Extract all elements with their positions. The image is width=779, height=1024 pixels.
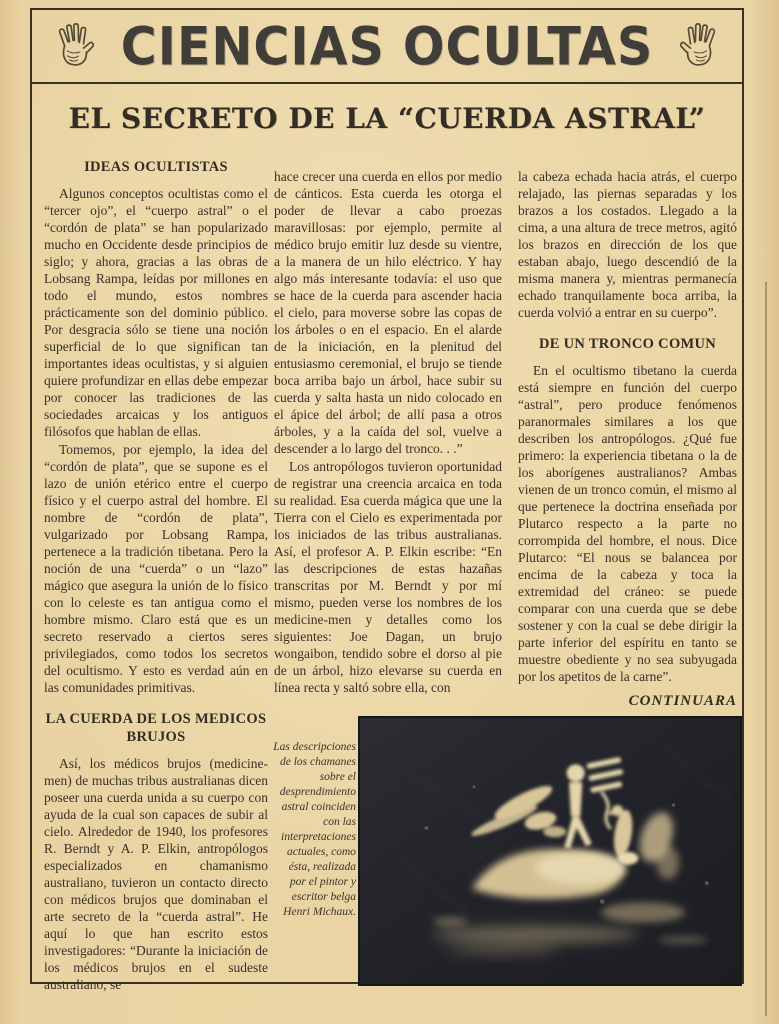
paragraph: Los antropólogos tuvieron oportunidad de registrar una creencia arcaica en toda su realidad. Esa cuerda mágica que une la Tierra con el Cielo es experimentada por los iniciados de las tribus australianas. Así, el profesor A. P. Elkin escribe: “En las descripciones de estas hazañas transcritas por M. Berndt y por mí mismo, pueden verse los nombres de los medicine-men y detalles como los siguientes: Joe Dagan, un brujo wongaibon, tendido sobre el dorso al pie de un árbol, hizo elevarse su cuerda en línea recta y saltó sobre ella, con [274, 459, 502, 695]
masthead [32, 10, 742, 84]
column-2 [274, 168, 502, 696]
palm-hand-icon [680, 21, 722, 71]
column-3 [518, 168, 737, 710]
palm-hand-icon [52, 21, 94, 71]
paragraph: Algunos conceptos ocultistas como el “tercer ojo”, el “cuerpo astral” o el “cordón de plata” se han popularizado mucho en Occidente desde principios de siglo; y ahora, gracias a las obras de Lobsang Rampa, leídas por millones en todo el mundo, estos nombres prácticamente son del dominio público. Por desgracia sólo se tiene una noción superficial de lo que significan tan importantes ideas ocultistas, y si alguien quiere profundizar en ellas debe empezar por conocer las tradiciones de las sociedades arcaicas y los antiguos filósofos que hablan de ellas. [44, 186, 268, 439]
article-title: EL SECRETO DE LA “CUERDA ASTRAL” [68, 102, 706, 135]
paragraph: la cabeza echada hacia atrás, el cuerpo relajado, las piernas separadas y los brazos a los costados. Llegado a la cima, a una altura de trece metros, agitó los brazos en dirección de los que estaban abajo, luego descendió de la misma manera y, mientras permanecía echado tranquilamente boca arriba, la cuerda volvió a entrar en su cuerpo”. [518, 169, 737, 320]
paragraph: hace crecer una cuerda en ellos por medio de cánticos. Esta cuerda les otorga el poder de llevar a cabo proezas maravillosas: por ejemplo, permite al médico brujo emitir luz desde su vientre, a la manera de un hilo eléctrico. Y hay algo más interesante todavía: el uso que se hace de la cuerda para ascender hacia el cielo, para moverse sobre las copas de los árboles o en el espacio. En el alarde de la iniciación, en la plenitud del entusiasmo ceremonial, el brujo se tiende boca arriba bajo un árbol, hace subir su cuerda y salta hasta un nido colocado en el ápice del árbol; de allí pasa a otros árboles, y a la caída del sol, vuelve a descender a lo largo del tronco. . .” [274, 169, 502, 456]
michaux-artwork [358, 716, 742, 986]
scan-edge-shadow [765, 282, 767, 1016]
photo-caption: Las descripciones de los chamanes sobre el desprendimiento astral coinciden con las interpretaciones actuales, como ésta, realizada por el pintor y escritor belga Henri Michaux. [273, 741, 356, 918]
paragraph: Tomemos, por ejemplo, la idea del “cordón de plata”, que se supone es el lazo de unión etérico entre el cuerpo físico y el cuerpo astral del hombre. El nombre de “cordón de plata”, vulgarizado por Lobsang Rampa, pertenece a la tradición tibetana. Pero la noción de una “cuerda” o un “lazo” mágico que asegura la unión de lo físico con lo celeste es tan antigua como el hombre mismo. Claro está que es un secreto reservado a ciertos seres privilegiados, como todos los secretos del ocultismo. Y esto es verdad aún en las comunidades primitivas. [44, 442, 268, 695]
section-heading-cuerda-medicos-brujos: LA CUERDA DE LOS MEDICOS BRUJOS [45, 711, 267, 745]
paragraph: Así, los médicos brujos (medicine-men) de muchas tribus australianas dicen poseer una cuerda unida a su cuerpo con ayuda de la cual son capaces de subir al cielo. Alrededor de 1940, los profesores R. Berndt y A. P. Elkin, antropólogos especializados en chamanismo australiano, tuvieron un contacto directo con médicos brujos que dominaban el arte secreto de la “cuerda astral”. He aquí lo que han escrito estos investigadores: “Durante la iniciación de los médicos brujos en el sudeste australiano, se [44, 756, 268, 992]
paragraph: En el ocultismo tibetano la cuerda está siempre en función del cuerpo “astral”, pero produce fenómenos paranormales similares a los que describen los antropólogos. ¿Qué fue primero: la experiencia tibetana o la de los aborígenes australianos? Ambas vienen de un tronco común, el mismo al que pertenece la doctrina enseñada por Plutarco respecto a la parte no corrompida del hombre, el nous. Dice Plutarco: “El nous se balancea por encima de la cabeza y toca la extremidad del cráneo: se puede comparar con una cuerda que se debe sostener y con la cual se debe dirigir la parte inferior del espíritu en tanto se muestre obediente y no sea subyugada por los apetitos de la carne”. [518, 363, 737, 684]
magazine-section-title: CIENCIAS OCULTAS [120, 15, 654, 77]
column-1 [44, 158, 268, 993]
michaux-artwork-illustration [360, 718, 740, 984]
continuara-label: CONTINUARA [628, 693, 737, 709]
section-heading-ideas-ocultistas: IDEAS OCULTISTAS [84, 159, 228, 175]
page-frame [30, 8, 744, 992]
section-heading-tronco-comun: DE UN TRONCO COMUN [538, 336, 717, 352]
